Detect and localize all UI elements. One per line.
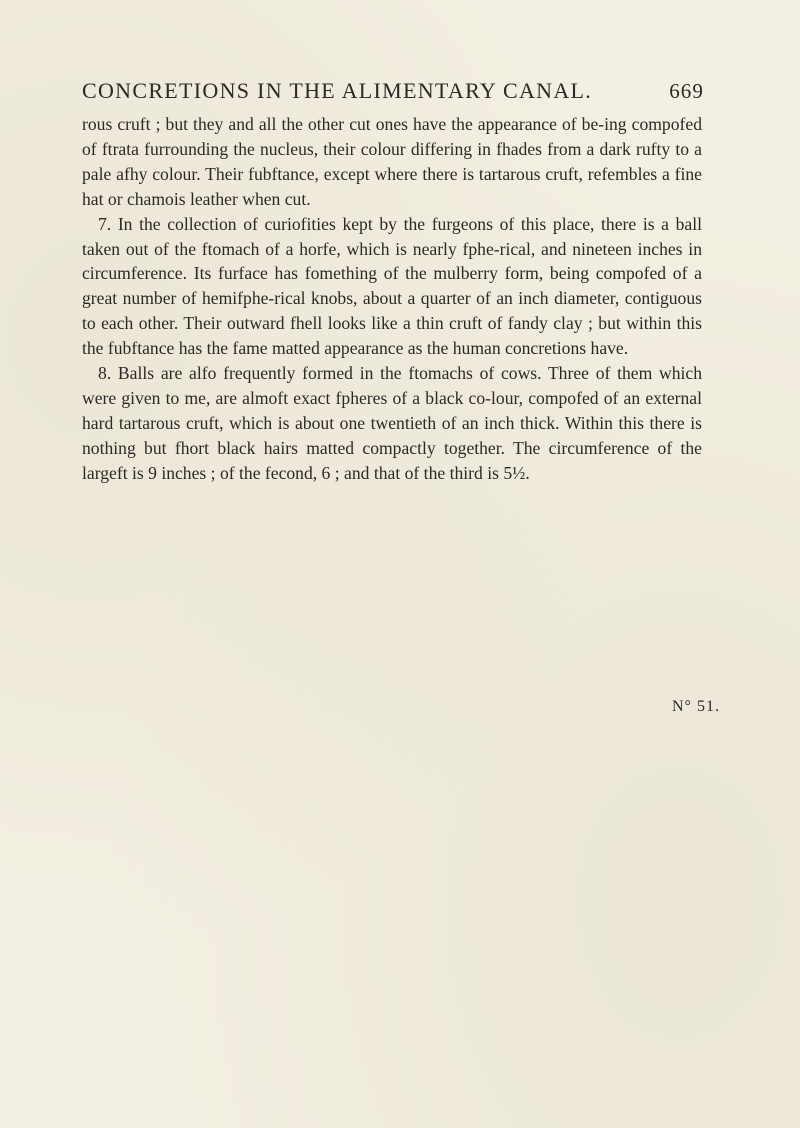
paragraph-continuation: rous cruft ; but they and all the other cut ones have the appearance of be-ing compofed of ftrata furrounding the nucleus, their colour differing in fhades from a dark rufty to a pale afhy colour. Their fubftance, except where there is tartarous cruft, refembles a fine hat or chamois leather when cut. [82, 114, 702, 209]
body-text [82, 112, 702, 486]
paragraph-8: 8. Balls are alfo frequently formed in the ftomachs of cows. Three of them which were given to me, are almoft exact fpheres of a black co-lour, compofed of an external hard tartarous cruft, which is about one twentieth of an inch thick. Within this there is nothing but fhort black hairs matted compactly together. The circumference of the largeft is 9 inches ; of the fecond, 6 ; and that of the third is 5½. [82, 363, 702, 483]
signature-mark: N° 51. [672, 698, 720, 715]
page-header [82, 78, 704, 104]
page-number: 669 [669, 79, 704, 103]
paragraph-7: 7. In the collection of curiofities kept by the furgeons of this place, there is a ball taken out of the ftomach of a horfe, which is nearly fphe-rical, and nineteen inches in circumference. Its furface has fomething of the mulberry form, being compofed of a great number of hemifphe-rical knobs, about a quarter of an inch diameter, contiguous to each other. Their outward fhell looks like a thin cruft of fandy clay ; but within this the fubftance has the fame matted appearance as the human concretions have. [82, 213, 702, 359]
running-title: CONCRETIONS IN THE ALIMENTARY CANAL. [82, 78, 593, 103]
